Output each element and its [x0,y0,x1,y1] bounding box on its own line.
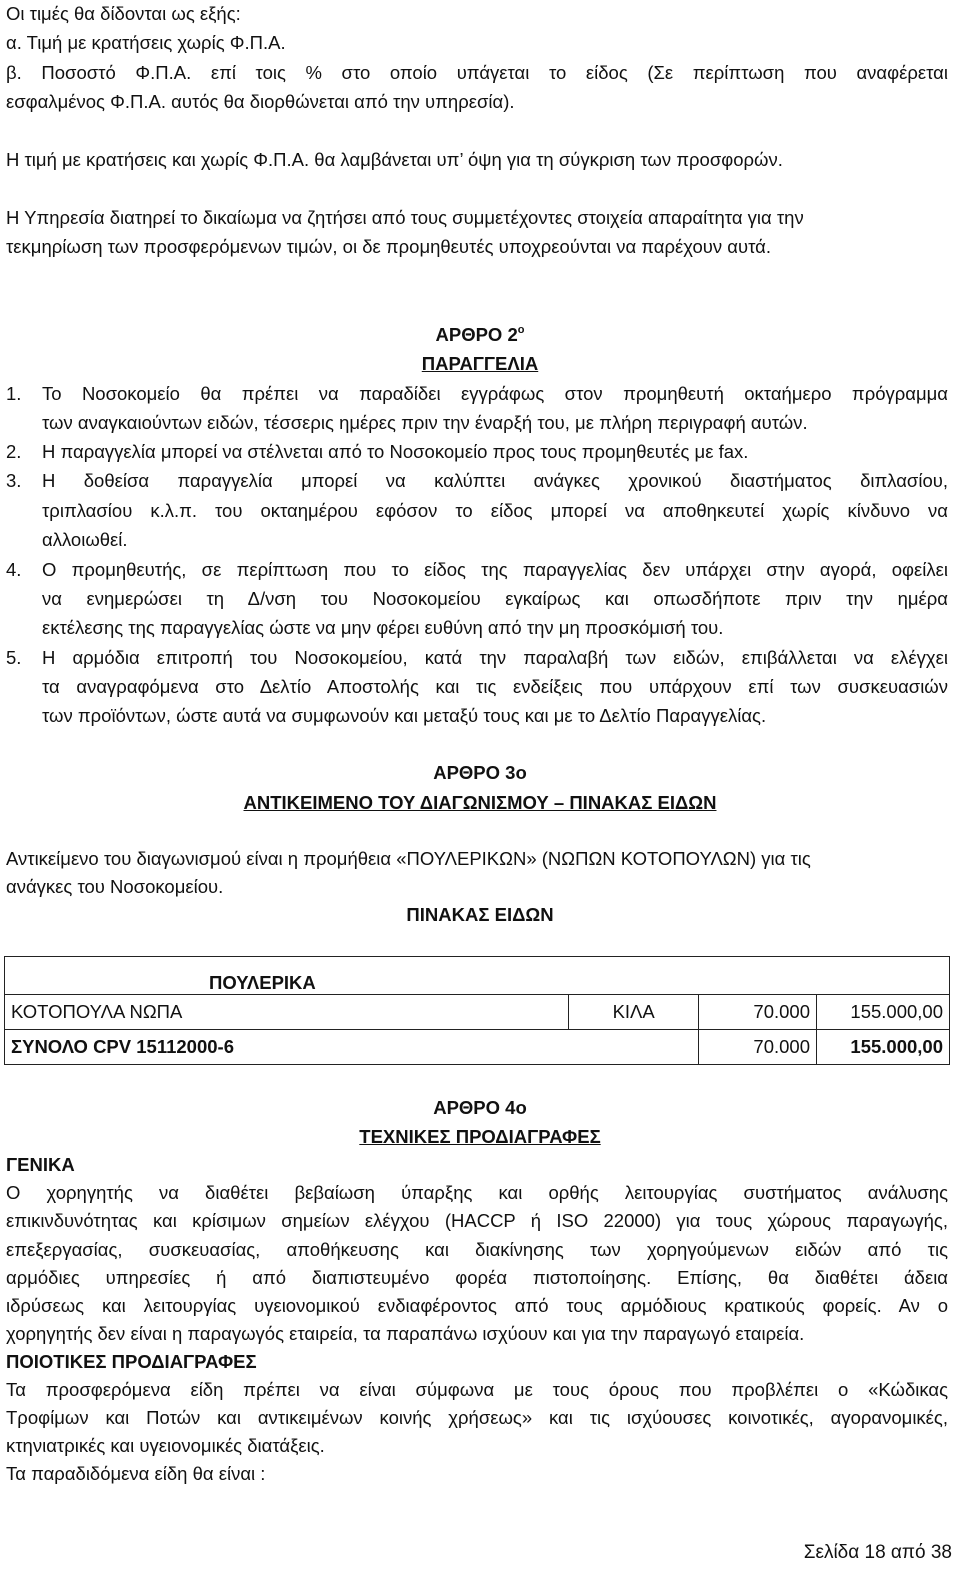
intro-line: α. Τιμή με κρατήσεις χωρίς Φ.Π.Α. [6,32,286,53]
table-cell-value: 155.000,00 [817,995,950,1030]
list-item: αλλοιωθεί. [42,529,128,550]
list-number: 2. [6,441,22,462]
article-2-heading: ΑΡΘΡΟ $2^o$ [435,324,525,345]
section-title-quality: ΠΟΙΟΤΙΚΕΣ ΠΡΟΔΙΑΓΡΑΦΕΣ [6,1351,257,1372]
paragraph-line: χορηγητής δεν είναι η παραγωγός εταιρεία, τα παραπάνω ισχύουν και για την παραγωγό εταιρεία. [6,1323,805,1344]
list-number: 1. [6,383,22,404]
intro-line: Οι τιμές θα δίδονται ως εξής: [6,3,241,24]
intro-line: τεκμηρίωση των προσφερόμενων τιμών, οι δε προμηθευτές υποχρεούνται να παρέχουν αυτά. [6,236,771,257]
article-4-subheading: ΤΕΧΝΙΚΕΣ ΠΡΟΔΙΑΓΡΑΦΕΣ [359,1126,601,1147]
paragraph-line: Τα παραδιδόμενα είδη θα είναι : [6,1463,266,1484]
article-3-heading: ΑΡΘΡΟ 3ο [433,762,527,783]
intro-line: εσφαλμένος Φ.Π.Α. αυτός θα διορθώνεται από την υπηρεσία). [6,91,515,112]
table-header-row [5,957,950,995]
list-number: 3. [6,470,22,491]
list-item: τριπλασίου κ.λ.π. του οκταημέρου εφόσον το είδος μπορεί να αποθηκευτεί χωρίς κίνδυνο να [42,500,948,521]
paragraph-line: Ο χορηγητής να διαθέτει βεβαίωση ύπαρξης και ορθής λειτουργίας συστήματος ανάλυσης [6,1182,948,1203]
article-3-subheading: ΑΝΤΙΚΕΙΜΕΝΟ ΤΟΥ ΔΙΑΓΩΝΙΣΜΟΥ – ΠΙΝΑΚΑΣ ΕΙΔΩΝ [243,792,717,813]
list-item: Η δοθείσα παραγγελία μπορεί να καλύπτει ανάγκες χρονικού διαστήματος διπλασίου, [42,470,948,491]
list-item: Ο προμηθευτής, σε περίπτωση που το είδος της παραγγελίας δεν υπάρχει στην αγορά, οφείλει [42,559,948,580]
table-total-value: 155.000,00 [817,1030,950,1065]
table-row [5,995,950,1030]
paragraph-line: επικινδυνότητας και κρίσιμων σημείων ελέγχου (HACCP ή ISO 22000) για τους χώρους παραγωγής, [6,1210,948,1231]
paragraph-line: επεξεργασίας, συσκευασίας, αποθήκευσης και διακίνησης των χορηγούμενων ειδών από τις [6,1239,948,1260]
paragraph-line: Τα προσφερόμενα είδη πρέπει να είναι σύμφωνα με τους όρους που προβλέπει ο «Κώδικας [6,1379,948,1400]
table-header-cell: ΠΟΥΛΕΡΙΚΑ [5,957,950,995]
paragraph-line: Τροφίμων και Ποτών και αντικειμένων κοινής χρήσεως» και τις ισχύουσες κοινοτικές, αγορανομικές, [6,1407,948,1428]
table-cell-unit: ΚΙΛΑ [569,995,699,1030]
paragraph-line: ιδρύσεως και λειτουργίας υγειονομικού ενδιαφέροντος από τους αρμόδιους κρατικούς φορείς. Αν ο [6,1295,948,1316]
list-item: Η παραγγελία μπορεί να στέλνεται από το Νοσοκομείο προς τους προμηθευτές με fax. [42,441,749,462]
intro-line: Η τιμή με κρατήσεις και χωρίς Φ.Π.Α. θα λαμβάνεται υπ’ όψη για τη σύγκριση των προσφορών. [6,149,783,170]
list-item: των προϊόντων, ώστε αυτά να συμφωνούν και μεταξύ τους και με το Δελτίο Παραγγελίας. [42,705,767,726]
paragraph-line: Αντικείμενο του διαγωνισμού είναι η προμήθεια «ΠΟΥΛΕΡΙΚΩΝ» (ΝΩΠΩΝ ΚΟΤΟΠΟΥΛΩΝ) για τις [6,848,811,869]
table-total-qty: 70.000 [699,1030,817,1065]
list-item: να ενημερώσει τη Δ/νση του Νοσοκομείου εγκαίρως και οπωσδήποτε πριν την ημέρα [42,588,948,609]
items-table [4,956,950,1065]
list-item: Το Νοσοκομείο θα πρέπει να παραδίδει εγγράφως στον προμηθευτή οκταήμερο πρόγραμμα [42,383,948,404]
list-item: των αναγκαιούντων ειδών, τέσσερις ημέρες πριν την έναρξή του, με πλήρη περιγραφή αυτών. [42,412,808,433]
list-number: 4. [6,559,22,580]
table-cell-qty: 70.000 [699,995,817,1030]
table-cell-item: ΚΟΤΟΠΟΥΛΑ ΝΩΠΑ [5,995,569,1030]
table-total-label: ΣΥΝΟΛΟ CPV 15112000-6 [5,1030,699,1065]
section-title-general: ΓΕΝΙΚΑ [6,1154,75,1175]
intro-line: β. Ποσοστό Φ.Π.Α. επί τοις % στο οποίο υπάγεται το είδος (Σε περίπτωση που αναφέρεται [6,62,948,83]
article-2-subheading: ΠΑΡΑΓΓΕΛΙΑ [421,353,539,374]
list-item: τα αναγραφόμενα στο Δελτίο Αποστολής και τις ενδείξεις που υπάρχουν επί των συσκευασιών [42,676,948,697]
list-item: Η αρμόδια επιτροπή του Νοσοκομείου, κατά την παραλαβή των ειδών, επιβάλλεται να ελέγχει [42,647,948,668]
paragraph-line: αρμόδιες υπηρεσίες ή από διαπιστευμένο φορέα πιστοποίησης. Επίσης, θα διαθέτει άδεια [6,1267,948,1288]
list-item: εκτέλεσης της παραγγελίας ώστε να μην φέρει ευθύνη από την μη προσκόμισή του. [42,617,724,638]
list-number: 5. [6,647,22,668]
table-title: ΠΙΝΑΚΑΣ ΕΙΔΩΝ [406,904,554,925]
article-4-heading: ΑΡΘΡΟ 4ο [433,1097,527,1118]
page-number: Σελίδα 18 από 38 [803,1542,952,1563]
intro-line: Η Υπηρεσία διατηρεί το δικαίωμα να ζητήσει από τους συμμετέχοντες στοιχεία απαραίτητα για την [6,207,804,228]
paragraph-line: ανάγκες του Νοσοκομείου. [6,876,224,897]
table-total-row [5,1030,950,1065]
paragraph-line: κτηνιατρικές και υγειονομικές διατάξεις. [6,1435,325,1456]
